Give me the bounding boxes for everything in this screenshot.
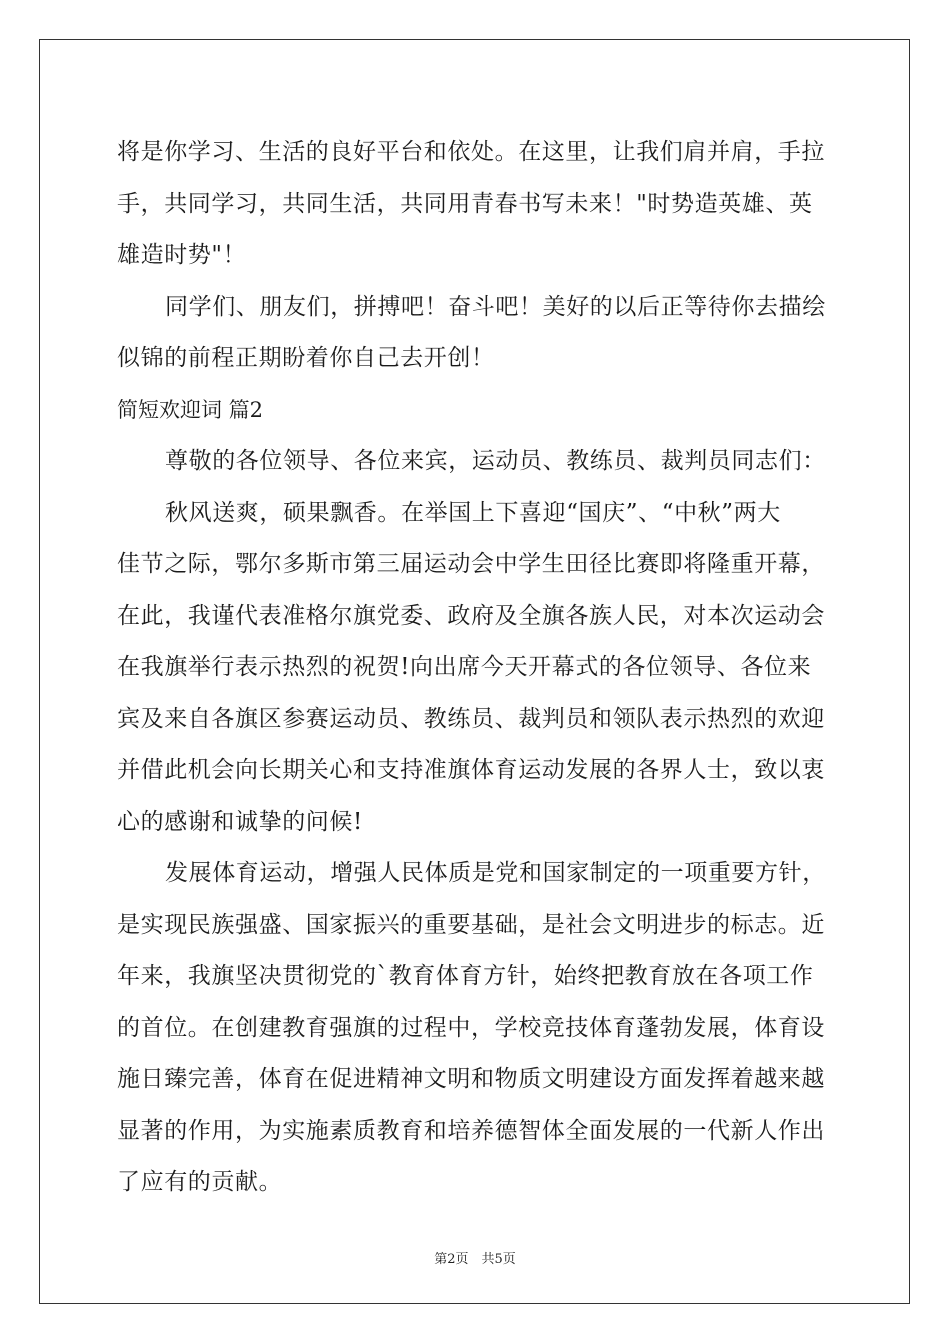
text-line: 同学们、朋友们，拼搏吧！奋斗吧！美好的以后正等待你去描绘 [165, 293, 826, 320]
text-line: 施日臻完善，体育在促进精神文明和物质文明建设方面发挥着越来越 [117, 1066, 825, 1092]
text-line: 佳节之际，鄂尔多斯市第三届运动会中学生田径比赛即将隆重开幕， [117, 551, 825, 577]
section-heading: 简短欢迎词 篇2 [117, 397, 264, 422]
text-line: 的首位。在创建教育强旗的过程中，学校竞技体育蓬勃发展，体育设 [117, 1014, 825, 1041]
text-line: 似锦的前程正期盼着你自己去开创！ [117, 345, 495, 371]
text-line: 尊敬的各位领导、各位来宾，运动员、教练员、裁判员同志们： [165, 448, 826, 474]
text-line: 秋风送爽，硕果飘香。在举国上下喜迎“国庆”、“中秋”两大 [165, 499, 781, 526]
text-line: 手，共同学习，共同生活，共同用青春书写未来！"时势造英雄、英 [117, 190, 813, 217]
text-line: 年来，我旗坚决贯彻党的`教育体育方针，始终把教育放在各项工作 [117, 963, 814, 989]
text-line: 心的感谢和诚挚的问候! [117, 808, 363, 835]
text-line: 将是你学习、生活的良好平台和依处。在这里，让我们肩并肩，手拉 [117, 139, 825, 165]
text-line: 在此，我谨代表准格尔旗党委、政府及全旗各族人民，对本次运动会 [117, 602, 825, 629]
text-line: 发展体育运动，增强人民体质是党和国家制定的一项重要方针， [165, 860, 826, 886]
text-line: 了应有的贡献。 [117, 1169, 283, 1195]
text-line: 并借此机会向长期关心和支持准旗体育运动发展的各界人士，致以衷 [117, 757, 825, 783]
text-line: 宾及来自各旗区参赛运动员、教练员、裁判员和领队表示热烈的欢迎 [117, 705, 825, 732]
page-number-footer: 第2页 共5页 [434, 1252, 516, 1267]
text-line: 是实现民族强盛、国家振兴的重要基础，是社会文明进步的标志。近 [117, 911, 825, 938]
document-body [117, 127, 837, 1209]
text-line: 雄造时势"！ [117, 242, 247, 268]
text-line: 在我旗举行表示热烈的祝贺!向出席今天开幕式的各位领导、各位来 [117, 654, 812, 680]
text-line: 显著的作用，为实施素质教育和培养德智体全面发展的一代新人作出 [117, 1117, 825, 1144]
